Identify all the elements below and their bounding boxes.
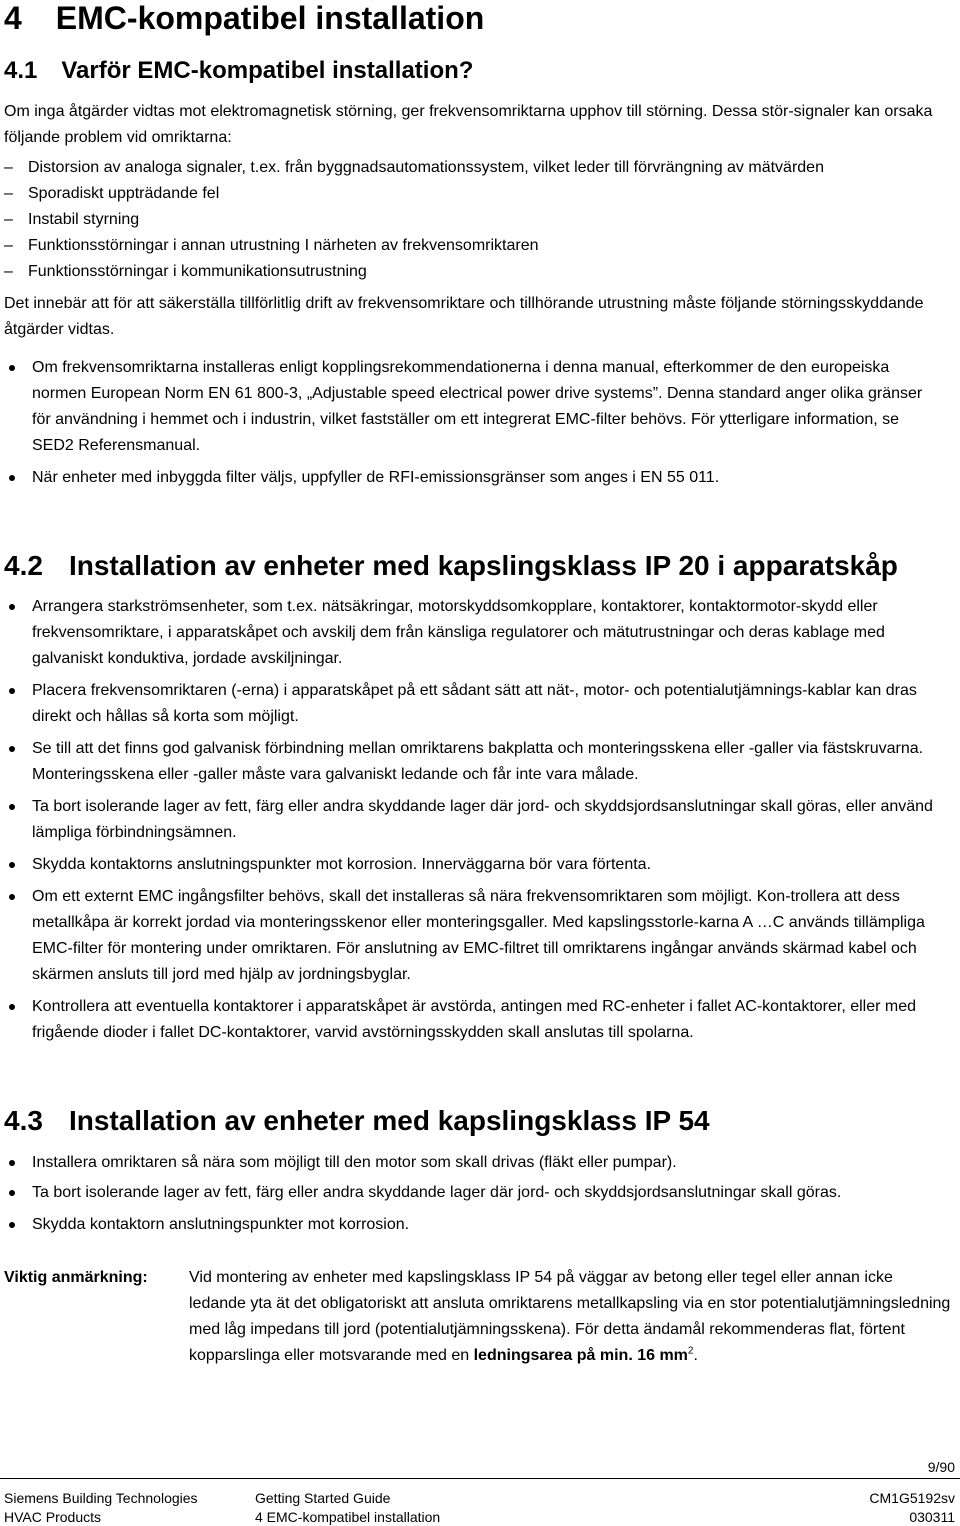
bullet-icon xyxy=(9,894,15,900)
chapter-heading xyxy=(4,0,484,36)
bullet-icon xyxy=(9,1190,15,1196)
chapter-title: EMC-kompatibel installation xyxy=(55,0,485,36)
section-4-1-paragraph: Det innebär att för att säkerställa tillförlitlig drift av frekvensomriktare och tillhörande utrustning måste följande störningsskyddande åtgärder vidtas. xyxy=(4,295,924,338)
bullet-icon xyxy=(9,1004,15,1010)
section-number: 4.3 xyxy=(4,1105,43,1136)
section-4-3-heading xyxy=(4,1105,710,1137)
list-item: – Sporadiskt uppträdande fel xyxy=(0,181,960,207)
footer-code: CM1G5192sv xyxy=(869,1490,955,1506)
bullet-item: Arrangera starkströmsenheter, som t.ex. nätsäkringar, motorskyddsomkopplare, kontaktorer, kontaktormotor-skydd eller frekvensomriktare, i apparatskåpet och avskilj dem från känsliga regulatorer och mätutrustningar och deras kablage med galvaniskt konduktiva, jordade avskiljningar. xyxy=(4,594,954,672)
list-item: – Distorsion av analoga signaler, t.ex. från byggnadsautomationssystem, vilket leder till förvrängning av mätvärden xyxy=(0,155,960,181)
bullet-icon xyxy=(9,862,15,868)
bullet-icon xyxy=(9,746,15,752)
bullet-icon xyxy=(9,688,15,694)
footer-company: Siemens Building Technologies xyxy=(4,1490,198,1506)
note-text: Vid montering av enheter med kapslingsklass IP 54 på väggar av betong eller tegel eller annan icke ledande yta ät det obligatoriskt att ansluta omriktarens metallkapsling via en stor potentialutjämningsledning med låg impedans till jord (potentialutjämningsskena). För detta ändamål rekommenderas flat, förtent kopparslinga eller motsvarande med en ledningsarea på min. 16 $mm^2$. xyxy=(189,1269,951,1364)
bullet-item: När enheter med inbyggda filter väljs, uppfyller de RFI-emissionsgränser som anges i EN 55 011. xyxy=(4,465,944,491)
list-item: – Instabil styrning xyxy=(0,207,960,233)
bullet-item: Se till att det finns god galvanisk förbindning mellan omriktarens bakplatta och monteringsskena eller -galler via fästskruvarna. Monteringsskena eller -galler måste vara galvaniskt ledande och får inte vara målade. xyxy=(4,736,954,788)
page-number: 9/90 xyxy=(927,1459,955,1475)
bullet-item: Skydda kontaktorn anslutningspunkter mot korrosion. xyxy=(4,1212,944,1238)
section-4-3-bullets xyxy=(4,1150,944,1238)
section-4-2-heading xyxy=(4,550,898,582)
bullet-item: Kontrollera att eventuella kontaktorer i apparatskåpet är avstörda, antingen med RC-enheter i fallet AC-kontaktorer, eller med frigående dioder i fallet DC-kontaktorer, varvid avstörningsskydden skall anslutas till spolarna. xyxy=(4,994,954,1046)
problem-list xyxy=(0,155,960,285)
bullet-icon xyxy=(9,475,15,481)
list-item: – Funktionsstörningar i kommunikationsutrustning xyxy=(0,259,960,285)
section-4-1-bullets xyxy=(4,355,944,491)
footer-chapter: 4 EMC-kompatibel installation xyxy=(255,1509,441,1525)
bullet-item: Om frekvensomriktarna installeras enligt kopplingsrekommendationerna i denna manual, efterkommer de den europeiska normen European Norm EN 61 800-3, „Adjustable speed electrical power drive systems”. Denna standard anger olika gränser för användning i hemmet och i industrin, vilket fastställer om ett integrerat EMC-filter behövs. För ytterligare information, se SED2 Referensmanual. xyxy=(4,355,944,459)
bullet-icon xyxy=(9,365,15,371)
bullet-icon xyxy=(9,604,15,610)
note-bold: ledningsarea på min. 16 mm xyxy=(473,1347,688,1364)
bullet-icon xyxy=(9,1222,15,1228)
list-item: – Funktionsstörningar i annan utrustning I närheten av frekvensomriktaren xyxy=(0,233,960,259)
footer-division: HVAC Products xyxy=(4,1509,101,1525)
chapter-number: 4 xyxy=(4,0,22,36)
bullet-item: Ta bort isolerande lager av fett, färg eller andra skyddande lager där jord- och skyddsjordsanslutningar skall göras. xyxy=(4,1180,944,1206)
section-4-1-heading xyxy=(4,57,473,85)
section-title: Installation av enheter med kapslingsklass IP 54 xyxy=(68,1105,710,1136)
bullet-item: Placera frekvensomriktaren (-erna) i apparatskåpet på ett sådant sätt att nät-, motor- och potentialutjämnings-kablar kan dras direkt och hållas så korta som möjligt. xyxy=(4,678,954,730)
footer-document: Getting Started Guide xyxy=(255,1490,391,1506)
footer-divider xyxy=(0,1478,960,1479)
section-4-1-intro: Om inga åtgärder vidtas mot elektromagnetisk störning, ger frekvensomriktarna upphov till störning. Dessa stör-signaler kan orsaka följande problem vid omriktarna: xyxy=(4,103,933,146)
bullet-item: Om ett externt EMC ingångsfilter behövs, skall det installeras så nära frekvensomriktaren som möjligt. Kon-trollera att dess metallkåpa är korrekt jordad via monteringsskenor eller monteringsgaller. Med kapslingsstorle-karna A …C används tillämpliga EMC-filter för montering under omriktaren. För anslutning av EMC-filtret till omriktarens ingångar används skärmad kabel och skärmen ansluts till jord med hjälp av jordningsbyglar. xyxy=(4,884,954,988)
footer-date: 030311 xyxy=(909,1509,955,1525)
bullet-item: Skydda kontaktorns anslutningspunkter mot korrosion. Innerväggarna bör vara förtenta. xyxy=(4,852,954,878)
bullet-item: Installera omriktaren så nära som möjligt till den motor som skall drivas (fläkt eller pumpar). xyxy=(4,1150,944,1176)
section-4-2-bullets xyxy=(4,594,954,1046)
note-label: Viktig anmärkning: xyxy=(4,1269,148,1286)
bullet-icon xyxy=(9,804,15,810)
section-title: Varför EMC-kompatibel installation? xyxy=(61,57,474,84)
section-title: Installation av enheter med kapslingsklass IP 20 i apparatskåp xyxy=(68,550,898,581)
note-superscript: 2 xyxy=(687,1345,694,1357)
bullet-item: Ta bort isolerande lager av fett, färg eller andra skyddande lager där jord- och skyddsjordsanslutningar skall göras, eller använd lämpliga förbindningsämnen. xyxy=(4,794,954,846)
section-number: 4.2 xyxy=(4,550,43,581)
section-number: 4.1 xyxy=(4,57,38,84)
bullet-icon xyxy=(9,1160,15,1166)
